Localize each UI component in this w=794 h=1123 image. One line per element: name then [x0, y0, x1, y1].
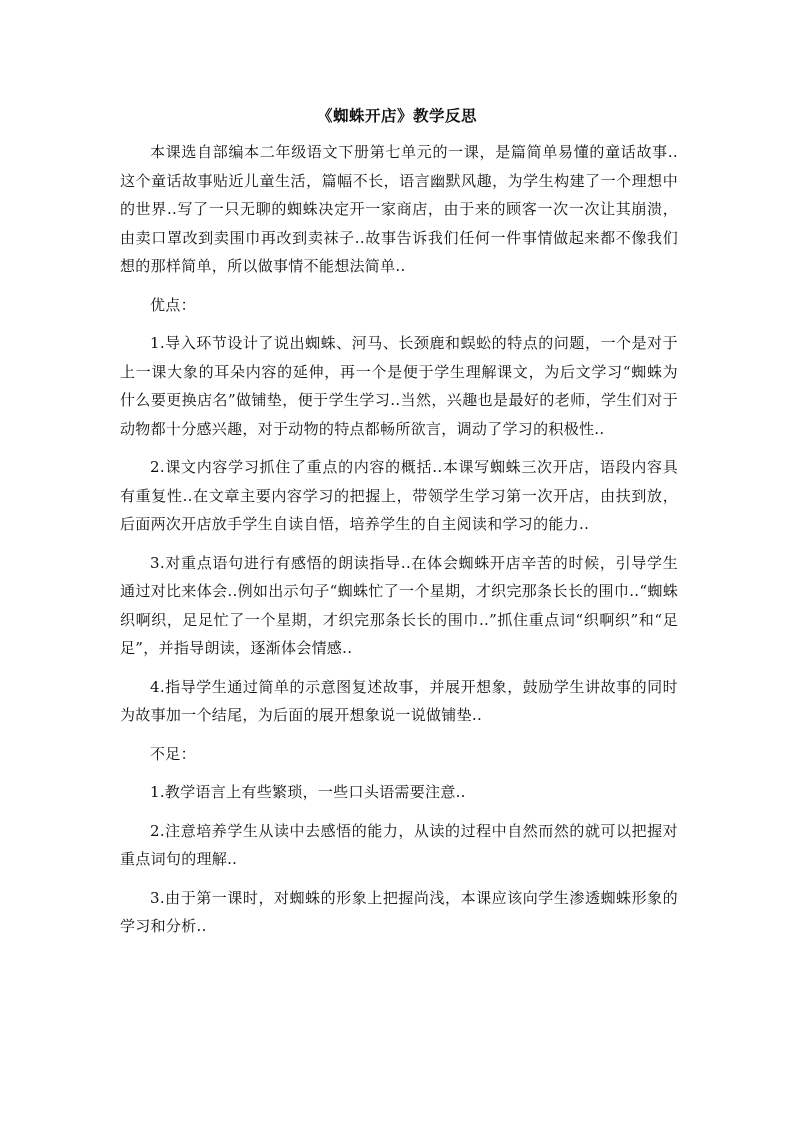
document-body — [120, 138, 678, 951]
shortcoming-item-1: 1.教学语言上有些繁琐，一些口头语需要注意.. — [150, 783, 466, 801]
intro-paragraph: 本课选自部编本二年级语文下册第七单元的一课，是篇简单易懂的童话故事..这个童话故事贴近儿童生活，篇幅不长，语言幽默风趣，为学生构建了一个理想中的世界..写了一只无聊的蜘蛛决定开一家商店，由于来的顾客一次一次让其崩溃，由卖口罩改到卖围巾再改到卖袜子..故事告诉我们任何一件事情做起来都不像我们想的那样简单，所以做事情不能想法简单.. — [120, 143, 678, 275]
advantage-item-4: 4.指导学生通过简单的示意图复述故事，并展开想象，鼓励学生讲故事的同时为故事加一个结尾，为后面的展开想象说一说做铺垫.. — [120, 677, 678, 724]
advantage-item-3: 3.对重点语句进行有感悟的朗读指导..在体会蜘蛛开店辛苦的时候，引导学生通过对比来体会..例如出示句子“蜘蛛忙了一个星期，才织完那条长长的围巾..“蜘蛛织啊织，足足忙了一个星期，才织完那条长长的围巾..”抓住重点词“织啊织”和“足足”，并指导朗读，逐渐体会情感.. — [120, 553, 678, 657]
advantage-item-1: 1.导入环节设计了说出蜘蛛、河马、长颈鹿和蜈蚣的特点的问题，一个是对于上一课大象的耳朵内容的延伸，再一个是便于学生理解课文，为后文学习“蜘蛛为什么要更换店名”做铺垫，便于学生学习..当然，兴趣也是最好的老师，学生们对于动物都十分感兴趣，对于动物的特点都畅所欲言，调动了学习的积极性.. — [120, 334, 678, 438]
advantage-item-2: 2.课文内容学习抓住了重点的内容的概括..本课写蜘蛛三次开店，语段内容具有重复性..在文章主要内容学习的把握上，带领学生学习第一次开店，由扶到放，后面两次开店放手学生自读自悟，培养学生的自主阅读和学习的能力.. — [120, 458, 678, 533]
shortcoming-item-3: 3.由于第一课时，对蜘蛛的形象上把握尚浅，本课应该向学生渗透蜘蛛形象的学习和分析.. — [120, 888, 678, 935]
shortcomings-heading: 不足： — [150, 744, 196, 763]
document-title: 《蜘蛛开店》教学反思 — [316, 106, 477, 125]
advantages-heading: 优点： — [150, 295, 196, 314]
shortcoming-item-2: 2.注意培养学生从读中去感悟的能力，从读的过程中自然而然的就可以把握对重点词句的理解.. — [120, 821, 678, 868]
